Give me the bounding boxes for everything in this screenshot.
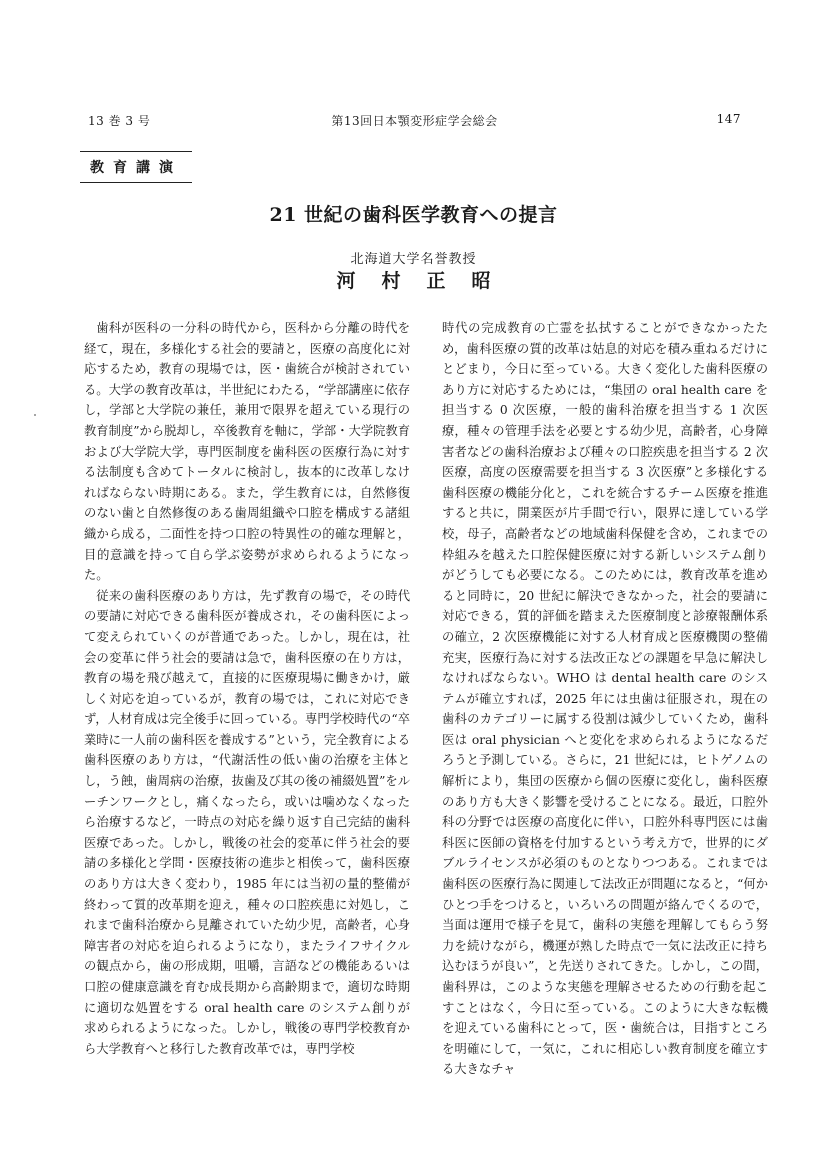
paragraph: 従来の歯科医療のあり方は，先ず教育の場で，その時代の要請に対応できる歯科医が養成され，その歯科医によって変えられていくのが普通であった。しかし，現在は，社会の変革に伴う社会的要請は急で，歯科医療の在り方は，教育の場を飛び越えて，直接的に医療現場に働きかけ，厳しく対応を迫っているが，教育の場では，これに対応できず，人材育成は完全後手に回っている。専門学校時代の“卒業時に一人前の歯科医を養成する”という，完全教育による歯科医療のあり方は，“代謝活性の低い歯の治療を主体とし，う蝕，歯周病の治療，抜歯及び其の後の補綴処置”をルーチンワークとし，痛くなったら，或いは噛めなくなったら治療するなど，一時点の対応を繰り返す自己完結的歯科医療であった。しかし，戦後の社会的変革に伴う社会的要請の多様化と学問・医療技術の進歩と相俟って，歯科医療のあり方は大きく変わり，1985 年には当初の量的整備が終わって質的改革期を迎え，種々の口腔疾患に対処し，これまで歯科治療から見離されていた幼少児，高齢者，心身障害者の対応を迫られるようになり，またライフサイクルの観点から，歯の形成期，咀嚼，言語などの機能あるいは口腔の健康意識を育む成長期から高齢期まで，適切な時期に適切な処置をする oral health care のシステム創りが求められるようになった。しかし，戦後の専門学校教育から大学教育へと移行した教育改革では，専門学校: [84, 588, 411, 1056]
body-column-right: [442, 318, 768, 1080]
journal-volume: 13 巻 3 号: [88, 114, 151, 128]
page-number: 147: [716, 112, 741, 126]
section-label: 教育講演: [80, 151, 192, 183]
margin-speck: [34, 414, 36, 416]
body-column-left: [84, 318, 410, 1059]
running-header: [88, 112, 741, 128]
article-title: 21 世紀の歯科医学教育への提言: [269, 204, 558, 226]
conference-name: 第13回日本顎変形症学会総会: [331, 114, 498, 128]
author-affiliation: 北海道大学名誉教授: [350, 252, 477, 267]
paragraph: 歯科が医科の一分科の時代から，医科から分離の時代を経て，現在，多様化する社会的要請と，医療の高度化に対応するため，教育の現場では，医・歯統合が検討されている。大学の教育改革は，半世紀にわたる，“学部講座に依存し，学部と大学院の兼任，兼用で限界を超えている現行の教育制度”から脱却し，卒後教育を軸に，学部・大学院教育および大学院大学，専門医制度を歯科医の医療行為に対する法制度も含めてトータルに検討し，抜本的に改革しなければならない時期にある。また，学生教育には，自然修復のない歯と自然修復のある歯周組織や口腔を構成する諸組織から成る，二面性を持つ口腔の特異性の的確な理解と，目的意識を持って自ら学ぶ姿勢が求められるようになった。: [84, 321, 411, 583]
author-name: 河村正昭: [336, 270, 517, 292]
paragraph: 時代の完成教育の亡霊を払拭することができなかったため，歯科医療の質的改革は姑息的対応を積み重ねるだけにとどまり，今日に至っている。大きく変化した歯科医療のあり方に対応するためには，“集団の oral health care を担当する 0 次医療，一般的歯科治療を担当する 1 次医療，種々の管理手法を必要とする幼少児，高齢者，心身障害者などの歯科治療および種々の口腔疾患を担当する 2 次医療，高度の医療需要を担当する 3 次医療”と多様化する歯科医療の機能分化と，これを統合するチーム医療を推進すると共に，開業医が片手間で行い，限界に達している学校，母子，高齢者などの地域歯科保健を含め，これまでの枠組みを越えた口腔保健医療に対する新しいシステム創りがどうしても必要になる。このためには，教育改革を進めると同時に，20 世紀に解決できなかった，社会的要請に対応できる，質的評価を踏まえた医療制度と診療報酬体系の確立，2 次医療機能に対する人材育成と医療機関の整備充実，医療行為に対する法改正などの課題を早急に解決しなければならない。WHO は dental health care のシステムが確立すれば，2025 年には虫歯は征服され，現在の歯科のカテゴリーに属する役割は減少していくため，歯科医は oral physician へと変化を求められるようになるだろうと予測している。さらに，21 世紀には，ヒトゲノムの解析により，集団の医療から個の医療に変化し，歯科医療のあり方も大きく影響を受けることになる。最近，口腔外科の分野では医療の高度化に伴い，口腔外科専門医には歯科医に医師の資格を付加するという考え方で，世界的にダブルライセンスが必須のものとなりつつある。これまでは歯科医の医療行為に関連して法改正が問題になると，“何かひとつ手をつけると，いろいろの問題が絡んでくるので，当面は運用で様子を見て，歯科の実態を理解してもらう努力を続けながら，機運が熟した時点で一気に法改正に持ち込むほうが良い”，と先送りされてきた。しかし，この間，歯科界は，このような実態を理解させるための行動を起こすことはなく，今日に至っている。このように大きな転機を迎えている歯科にとって，医・歯統合は，目指すところを明確にして，一気に，これに相応しい教育制度を確立する大きなチャ: [442, 321, 769, 1077]
